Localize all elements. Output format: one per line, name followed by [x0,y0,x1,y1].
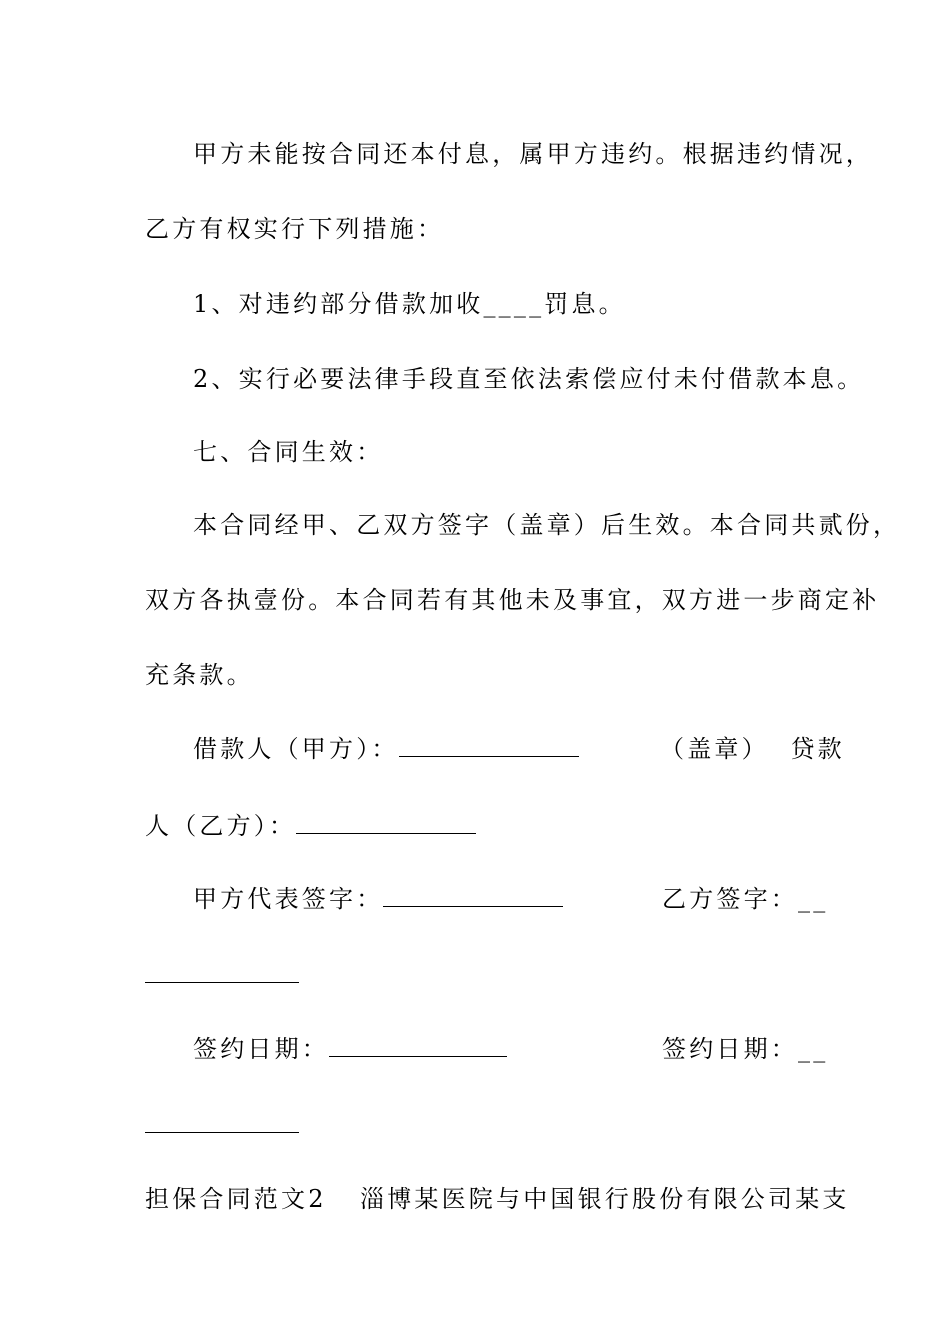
party-b-sign-continuation [145,960,299,990]
borrower-label: 借款人（甲方）： [193,735,399,763]
party-a-rep-label: 甲方代表签字： [193,885,384,913]
borrower-blank [399,734,579,757]
party-b-sign-blank [145,960,299,983]
lender-label: 人（乙方）： [145,812,297,840]
party-b-sign-label: 乙方签字：__ [662,885,829,913]
date-b-continuation [145,1110,299,1140]
next-section-title: 担保合同范文2 [145,1185,327,1213]
date-label-b: 签约日期：__ [662,1035,829,1063]
party-a-rep-blank [383,884,563,907]
next-section-subtitle: 淄博某医院与中国银行股份有限公司某支 [360,1185,850,1213]
date-a-line [193,1034,507,1064]
date-b-blank [145,1110,299,1133]
date-a-blank [329,1034,507,1057]
paragraph-effectiveness-1: 本合同经甲、乙双方签字（盖章）后生效。本合同共贰份， [193,511,901,539]
party-a-rep-signature-line [193,884,563,914]
seal-lender-text: （盖章） 贷款 [660,735,845,763]
paragraph-effectiveness-3: 充条款。 [145,661,254,689]
borrower-signature-line [193,734,579,764]
paragraph-remedies-intro: 乙方有权实行下列措施： [145,215,445,243]
lender-signature-line [145,811,476,841]
lender-blank [296,811,476,834]
date-label-a: 签约日期： [193,1035,329,1063]
paragraph-legal-action: 2、实行必要法律手段直至依法索偿应付未付借款本息。 [193,365,865,393]
section-heading-effectiveness: 七、合同生效： [193,438,384,466]
paragraph-default-clause: 甲方未能按合同还本付息，属甲方违约。根据违约情况， [193,140,873,168]
paragraph-penalty-interest: 1、对违约部分借款加收____罚息。 [193,290,626,318]
paragraph-effectiveness-2: 双方各执壹份。本合同若有其他未及事宜，双方进一步商定补 [145,586,880,614]
